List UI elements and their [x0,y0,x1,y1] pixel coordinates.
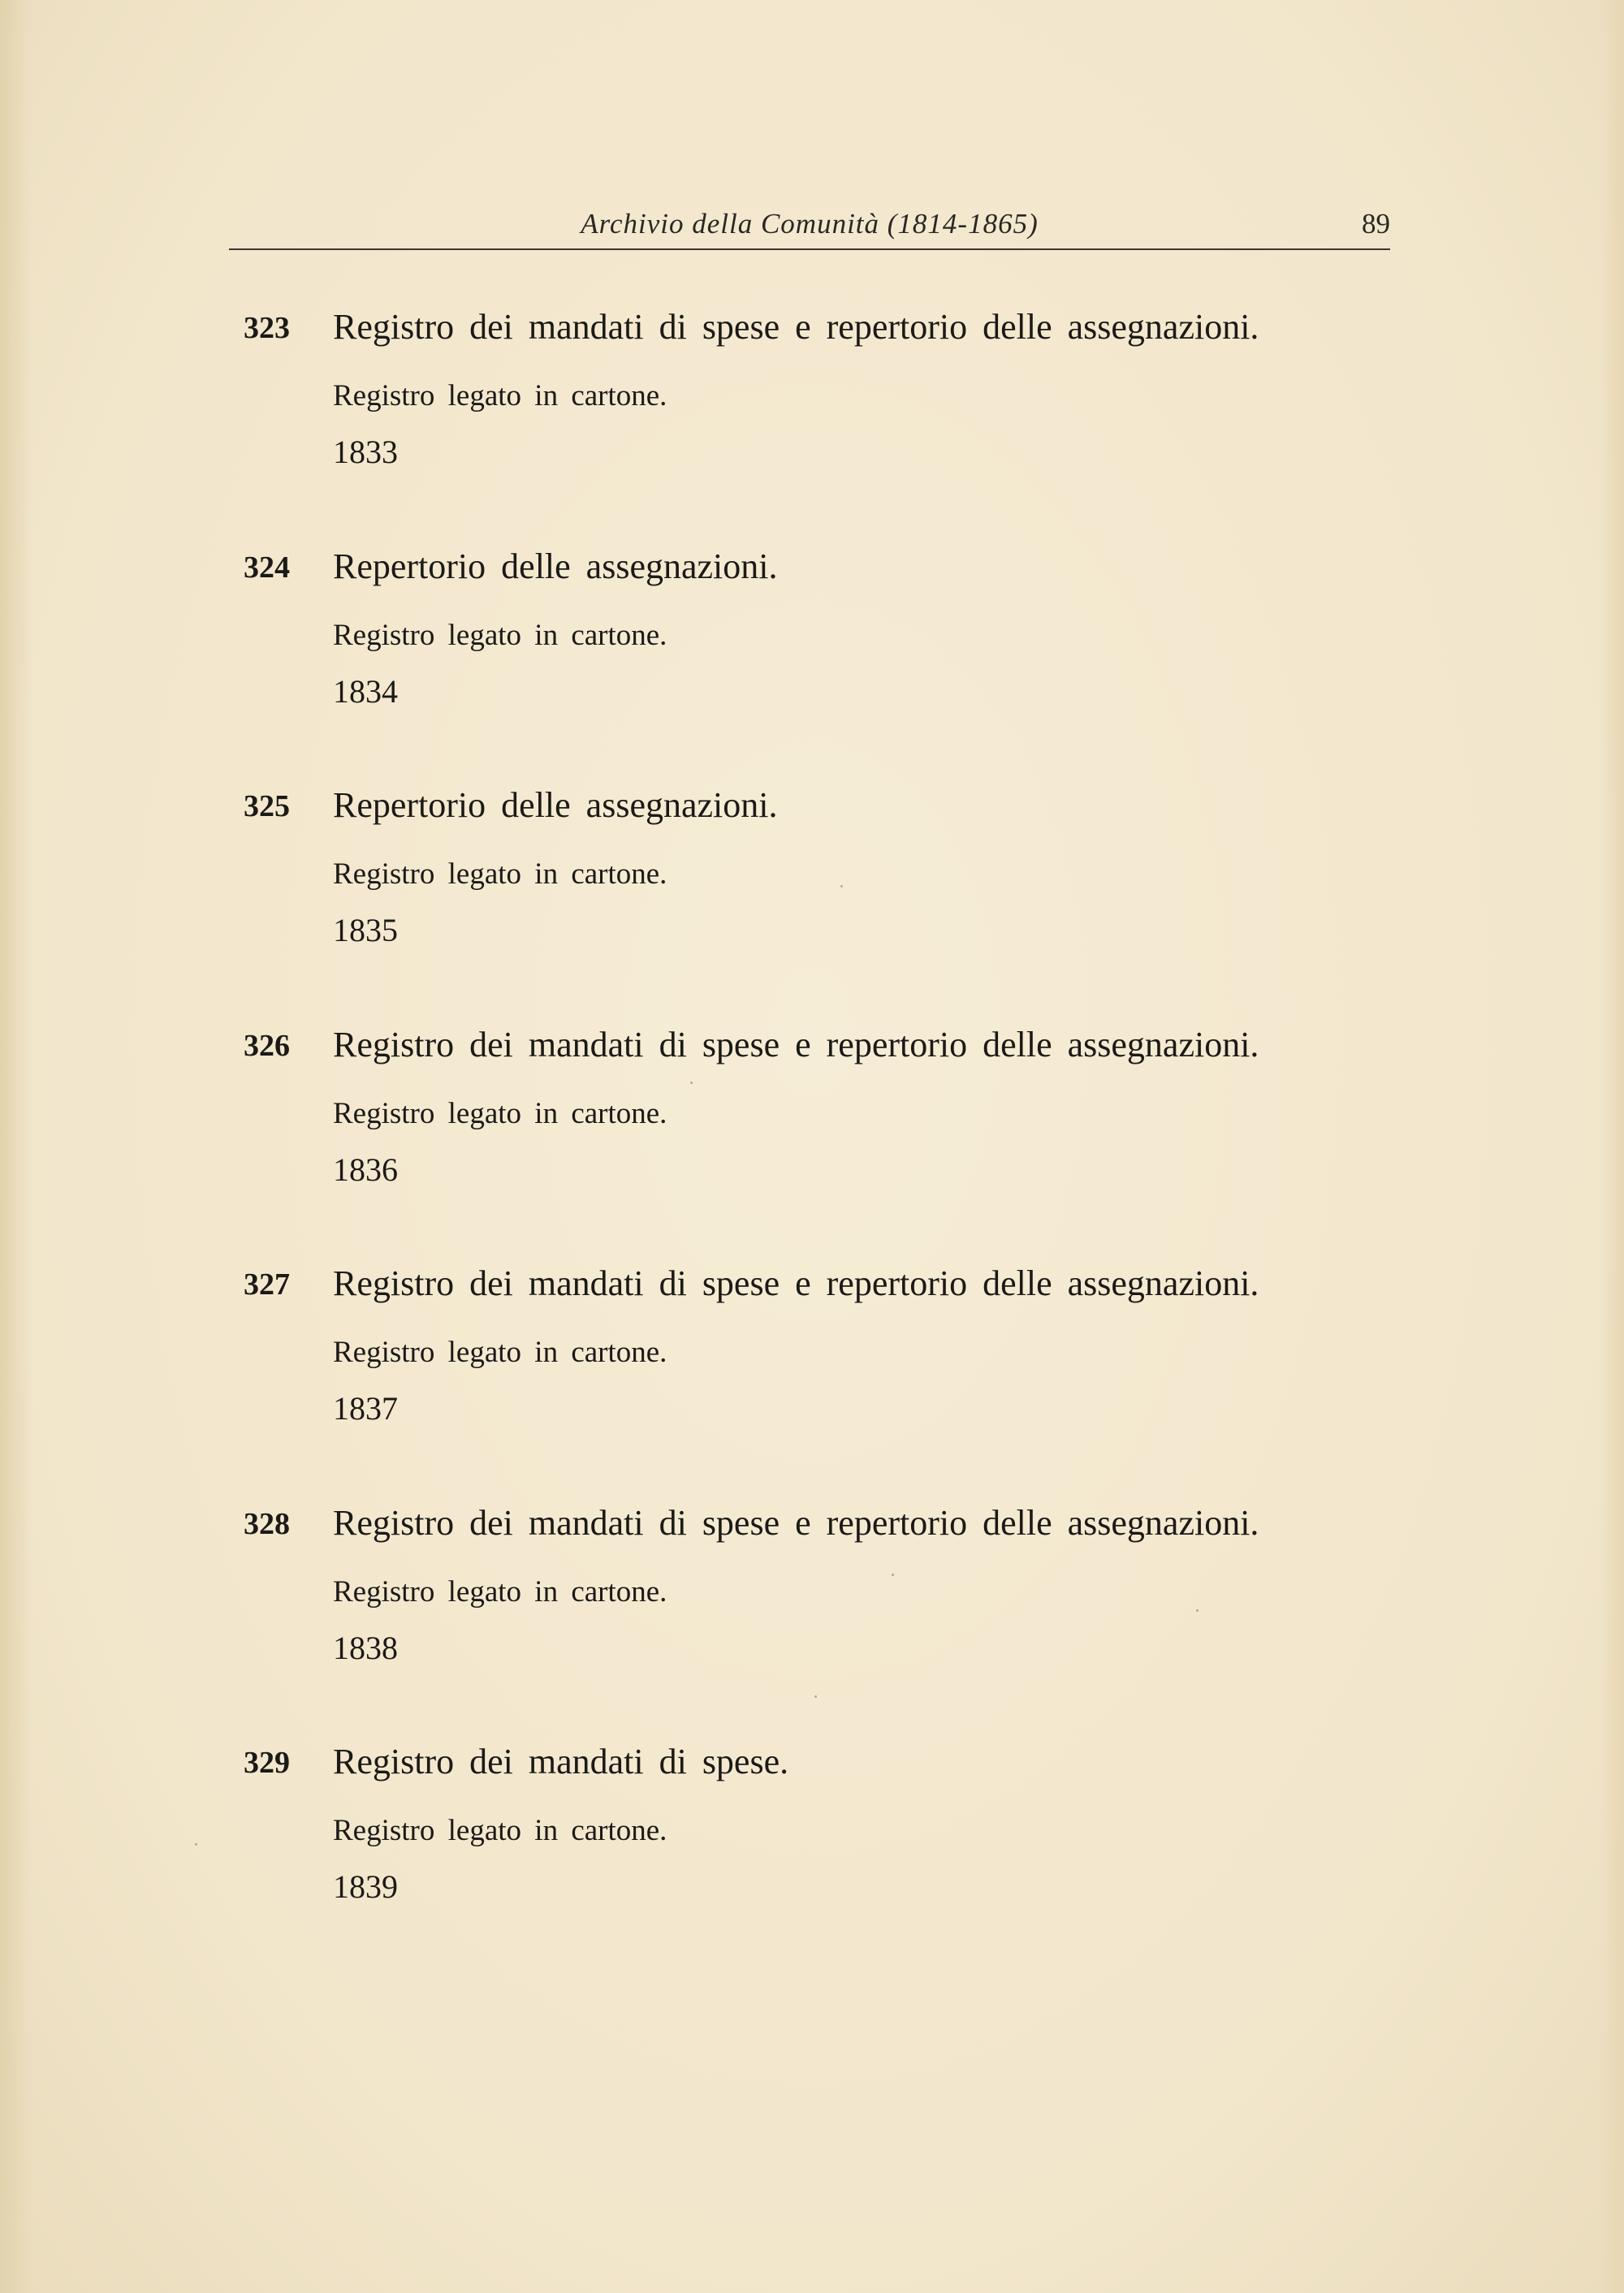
entry-date: 1838 [333,1630,398,1666]
entry-date: 1833 [333,434,398,470]
entry-title: Registro dei mandati di spese e repertorio delle assegnazioni. [333,307,1259,347]
entry-description: Registro legato in cartone. [333,619,667,652]
entry-title: Repertorio delle assegnazioni. [333,546,778,586]
paper-speck [814,1695,817,1698]
entry-number: 329 [244,1746,290,1780]
entry-date: 1836 [333,1151,398,1188]
entry-date: 1839 [333,1868,398,1905]
running-head [229,208,1390,248]
entry-date: 1835 [333,912,398,948]
entry-description: Registro legato in cartone. [333,1575,667,1609]
entry-description: Registro legato in cartone. [333,1336,667,1369]
entry-number: 326 [244,1029,290,1063]
entry-number: 328 [244,1507,290,1541]
entry-number: 324 [244,551,290,585]
header-rule [229,248,1390,250]
entry-number: 327 [244,1267,290,1302]
entry-description: Registro legato in cartone. [333,379,667,412]
entry-title: Registro dei mandati di spese e repertorio delle assegnazioni. [333,1025,1259,1064]
entry-number: 325 [244,789,290,823]
entry-title: Registro dei mandati di spese e repertorio delle assegnazioni. [333,1263,1259,1303]
archive-entry-325 [244,785,1380,983]
paper-speck [690,1082,693,1084]
page-edge-shadow-right [1600,0,1624,2293]
entry-date: 1837 [333,1390,398,1427]
page-edge-shadow-left [0,0,32,2293]
paper-speck [195,1843,197,1846]
archive-entry-327 [244,1263,1380,1462]
paper-speck [840,885,843,887]
archive-entry-326 [244,1025,1380,1223]
entry-title: Registro dei mandati di spese e repertorio delle assegnazioni. [333,1503,1259,1543]
entry-description: Registro legato in cartone. [333,857,667,891]
archive-entry-324 [244,546,1380,745]
running-title: Archivio della Comunità (1814-1865) [581,208,1039,240]
paper-speck [892,1574,894,1576]
entry-title: Registro dei mandati di spese. [333,1742,789,1781]
archive-entry-328 [244,1503,1380,1701]
entry-title: Repertorio delle assegnazioni. [333,785,778,825]
entry-date: 1834 [333,673,398,710]
page-number: 89 [1362,208,1390,240]
entry-description: Registro legato in cartone. [333,1814,667,1847]
paper-speck [1196,1609,1199,1612]
entry-description: Registro legato in cartone. [333,1097,667,1130]
archive-entry-323 [244,307,1380,505]
archive-entry-329 [244,1742,1380,1940]
entry-number: 323 [244,311,290,345]
